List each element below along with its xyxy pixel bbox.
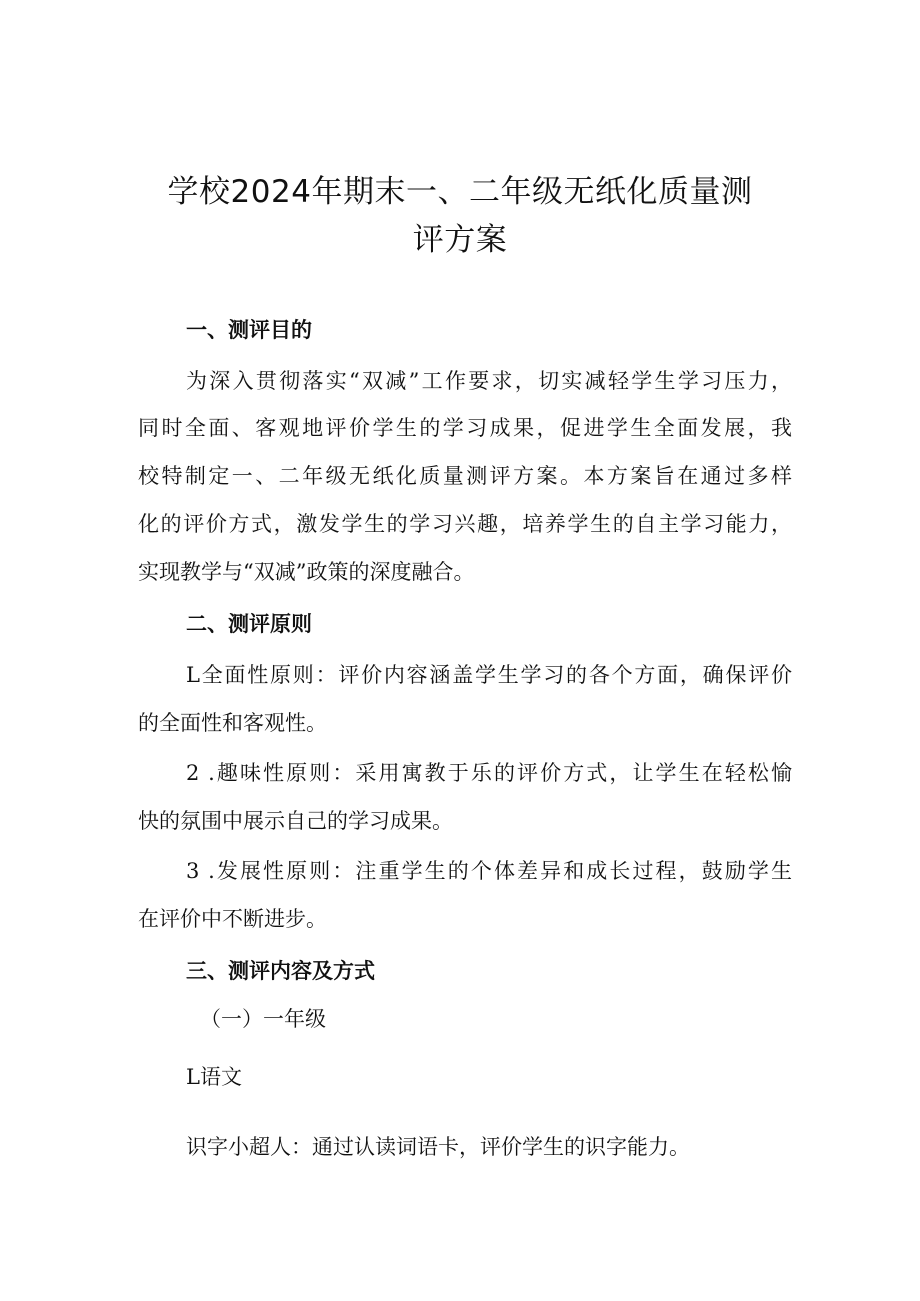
paragraph-line: 为深入贯彻落实“双减”工作要求，切实减轻学生学习压力， [186, 369, 792, 393]
principle-item-line: 在评价中不断进步。 [138, 907, 327, 931]
subsection-heading-grade-one: （一）一年级 [200, 1007, 326, 1031]
paragraph-line: 校特制定一、二年级无纸化质量测评方案。本方案旨在通过多样 [138, 464, 792, 488]
principle-item-line: 的全面性和客观性。 [138, 711, 327, 735]
principle-item-line: 快的氛围中展示自己的学习成果。 [138, 809, 453, 833]
section-heading-principles: 二、测评原则 [186, 612, 312, 636]
paragraph-line: 实现教学与“双减”政策的深度融合。 [138, 560, 475, 584]
principle-item-line: 3 .发展性原则：注重学生的个体差异和成长过程，鼓励学生 [186, 859, 792, 883]
assessment-item: 识字小超人：通过认读词语卡，评价学生的识字能力。 [186, 1135, 690, 1159]
section-heading-content-methods: 三、测评内容及方式 [186, 959, 375, 983]
principle-item-line: L全面性原则：评价内容涵盖学生学习的各个方面，确保评价 [186, 663, 792, 687]
document-title-line-1: 学校2024年期末一、二年级无纸化质量测 [167, 174, 753, 210]
document-title-line-2: 评方案 [412, 222, 508, 258]
section-heading-purpose: 一、测评目的 [186, 318, 312, 342]
paragraph-line: 同时全面、客观地评价学生的学习成果，促进学生全面发展，我 [138, 416, 792, 440]
paragraph-line: 化的评价方式，激发学生的学习兴趣，培养学生的自主学习能力， [138, 512, 792, 536]
principle-item-line: 2 .趣味性原则：采用寓教于乐的评价方式，让学生在轻松愉 [186, 761, 792, 785]
subject-heading-chinese: L语文 [186, 1065, 242, 1089]
